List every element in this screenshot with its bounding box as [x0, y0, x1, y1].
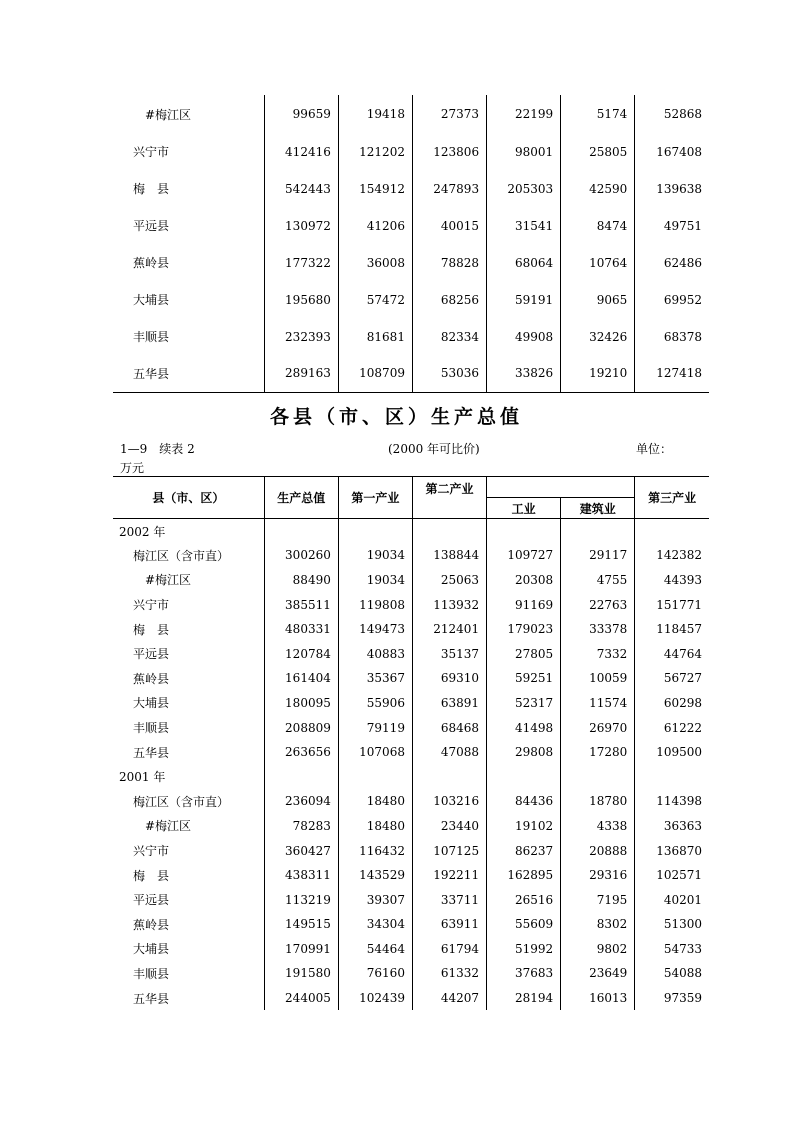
value-cell: 88490 — [264, 568, 338, 593]
value-cell: 4755 — [561, 568, 635, 593]
value-cell: 91169 — [487, 592, 561, 617]
county-name-cell: 大埔县 — [133, 696, 170, 711]
value-cell: 22199 — [487, 95, 561, 133]
value-cell: 99659 — [264, 95, 338, 133]
value-cell: 212401 — [412, 617, 486, 642]
value-cell: 78828 — [412, 244, 486, 281]
county-name-cell: 蕉岭县 — [133, 917, 170, 932]
value-cell: 63891 — [412, 691, 486, 716]
county-name-cell: 梅江区（含市直） — [133, 794, 230, 809]
value-cell: 32426 — [561, 318, 635, 355]
value-cell: 107125 — [412, 838, 486, 863]
value-cell: 47088 — [412, 740, 486, 765]
county-name-cell: 平远县 — [133, 219, 170, 233]
header-gdp: 生产总值 — [264, 477, 338, 519]
value-cell: 107068 — [338, 740, 412, 765]
value-cell: 49751 — [635, 207, 709, 244]
value-cell: 102439 — [338, 986, 412, 1011]
table-row — [113, 789, 709, 814]
table-row — [113, 133, 709, 170]
value-cell: 360427 — [264, 838, 338, 863]
value-cell: 19102 — [487, 814, 561, 839]
value-cell: 40201 — [635, 887, 709, 912]
value-cell: 79119 — [338, 715, 412, 740]
value-cell: 195680 — [264, 281, 338, 318]
header-secondary: 第二产业 — [412, 477, 486, 519]
value-cell: 54733 — [635, 937, 709, 962]
value-cell: 121202 — [338, 133, 412, 170]
table-row — [113, 543, 709, 568]
value-cell: 25063 — [412, 568, 486, 593]
empty-cell — [264, 764, 338, 789]
table-row — [113, 986, 709, 1011]
value-cell: 35137 — [412, 641, 486, 666]
county-name-cell: #梅江区 — [145, 573, 192, 588]
header-primary: 第一产业 — [338, 477, 412, 519]
value-cell: 49908 — [487, 318, 561, 355]
value-cell: 57472 — [338, 281, 412, 318]
value-cell: 109500 — [635, 740, 709, 765]
value-cell: 480331 — [264, 617, 338, 642]
value-cell: 300260 — [264, 543, 338, 568]
value-cell: 247893 — [412, 170, 486, 207]
value-cell: 23649 — [561, 961, 635, 986]
empty-cell — [487, 519, 561, 544]
value-cell: 192211 — [412, 863, 486, 888]
value-cell: 438311 — [264, 863, 338, 888]
value-cell: 53036 — [412, 355, 486, 392]
gdp-table — [113, 476, 709, 1010]
table-row — [113, 715, 709, 740]
value-cell: 180095 — [264, 691, 338, 716]
value-cell: 7195 — [561, 887, 635, 912]
table-row — [113, 691, 709, 716]
value-cell: 18480 — [338, 789, 412, 814]
value-cell: 25805 — [561, 133, 635, 170]
county-name-cell: 梅 县 — [133, 182, 170, 196]
county-name-cell: 兴宁市 — [133, 844, 170, 859]
value-cell: 208809 — [264, 715, 338, 740]
empty-cell — [338, 519, 412, 544]
value-cell: 120784 — [264, 641, 338, 666]
value-cell: 69952 — [635, 281, 709, 318]
year-row — [113, 764, 709, 789]
price-basis-note: (2000 年可比价) — [388, 442, 480, 456]
table-row — [113, 244, 709, 281]
value-cell: 41498 — [487, 715, 561, 740]
table-row — [113, 912, 709, 937]
county-name-cell: 五华县 — [133, 745, 170, 760]
value-cell: 113219 — [264, 887, 338, 912]
value-cell: 62486 — [635, 244, 709, 281]
value-cell: 4338 — [561, 814, 635, 839]
value-cell: 52868 — [635, 95, 709, 133]
value-cell: 61794 — [412, 937, 486, 962]
value-cell: 7332 — [561, 641, 635, 666]
value-cell: 41206 — [338, 207, 412, 244]
table-row — [113, 961, 709, 986]
table-row — [113, 666, 709, 691]
value-cell: 9802 — [561, 937, 635, 962]
table-row — [113, 617, 709, 642]
value-cell: 130972 — [264, 207, 338, 244]
empty-cell — [412, 519, 486, 544]
value-cell: 27373 — [412, 95, 486, 133]
value-cell: 542443 — [264, 170, 338, 207]
value-cell: 18480 — [338, 814, 412, 839]
value-cell: 34304 — [338, 912, 412, 937]
value-cell: 412416 — [264, 133, 338, 170]
value-cell: 5174 — [561, 95, 635, 133]
empty-cell — [487, 764, 561, 789]
value-cell: 29316 — [561, 863, 635, 888]
value-cell: 263656 — [264, 740, 338, 765]
value-cell: 39307 — [338, 887, 412, 912]
value-cell: 108709 — [338, 355, 412, 392]
value-cell: 114398 — [635, 789, 709, 814]
county-name-cell: 兴宁市 — [133, 145, 170, 159]
value-cell: 16013 — [561, 986, 635, 1011]
value-cell: 44764 — [635, 641, 709, 666]
value-cell: 17280 — [561, 740, 635, 765]
value-cell: 244005 — [264, 986, 338, 1011]
value-cell: 44393 — [635, 568, 709, 593]
value-cell: 97359 — [635, 986, 709, 1011]
county-name-cell: 梅江区（含市直） — [133, 548, 230, 563]
value-cell: 28194 — [487, 986, 561, 1011]
value-cell: 103216 — [412, 789, 486, 814]
top-data-table — [113, 95, 709, 393]
value-cell: 76160 — [338, 961, 412, 986]
value-cell: 29808 — [487, 740, 561, 765]
header-county: 县（市、区） — [113, 477, 264, 519]
table-row — [113, 170, 709, 207]
table-row — [113, 641, 709, 666]
table-row — [113, 95, 709, 133]
table-row — [113, 937, 709, 962]
value-cell: 9065 — [561, 281, 635, 318]
value-cell: 113932 — [412, 592, 486, 617]
table-number: 1—9 续表 2 — [120, 442, 195, 456]
value-cell: 143529 — [338, 863, 412, 888]
value-cell: 44207 — [412, 986, 486, 1011]
county-name-cell: 梅 县 — [133, 868, 170, 883]
value-cell: 42590 — [561, 170, 635, 207]
value-cell: 56727 — [635, 666, 709, 691]
value-cell: 10059 — [561, 666, 635, 691]
year-label: 2002 年 — [119, 524, 166, 539]
empty-cell — [561, 764, 635, 789]
value-cell: 11574 — [561, 691, 635, 716]
value-cell: 36008 — [338, 244, 412, 281]
value-cell: 36363 — [635, 814, 709, 839]
county-name-cell: #梅江区 — [145, 107, 192, 122]
value-cell: 51992 — [487, 937, 561, 962]
value-cell: 8474 — [561, 207, 635, 244]
table-row — [113, 887, 709, 912]
county-name-cell: #梅江区 — [145, 819, 192, 834]
value-cell: 289163 — [264, 355, 338, 392]
value-cell: 142382 — [635, 543, 709, 568]
empty-cell — [338, 764, 412, 789]
value-cell: 54088 — [635, 961, 709, 986]
value-cell: 82334 — [412, 318, 486, 355]
value-cell: 385511 — [264, 592, 338, 617]
value-cell: 19210 — [561, 355, 635, 392]
value-cell: 29117 — [561, 543, 635, 568]
value-cell: 51300 — [635, 912, 709, 937]
value-cell: 78283 — [264, 814, 338, 839]
value-cell: 31541 — [487, 207, 561, 244]
value-cell: 19418 — [338, 95, 412, 133]
value-cell: 35367 — [338, 666, 412, 691]
value-cell: 20888 — [561, 838, 635, 863]
county-name-cell: 平远县 — [133, 647, 170, 662]
county-name-cell: 梅 县 — [133, 622, 170, 637]
value-cell: 54464 — [338, 937, 412, 962]
value-cell: 162895 — [487, 863, 561, 888]
value-cell: 118457 — [635, 617, 709, 642]
value-cell: 40883 — [338, 641, 412, 666]
value-cell: 33711 — [412, 887, 486, 912]
value-cell: 61222 — [635, 715, 709, 740]
year-label: 2001 年 — [119, 770, 166, 785]
value-cell: 19034 — [338, 568, 412, 593]
county-name-cell: 五华县 — [133, 991, 170, 1006]
value-cell: 109727 — [487, 543, 561, 568]
value-cell: 139638 — [635, 170, 709, 207]
value-cell: 177322 — [264, 244, 338, 281]
value-cell: 232393 — [264, 318, 338, 355]
page-title: 各县（市、区）生产总值 — [269, 406, 523, 428]
value-cell: 18780 — [561, 789, 635, 814]
unit-label: 单位： — [636, 442, 673, 456]
value-cell: 205303 — [487, 170, 561, 207]
empty-cell — [264, 519, 338, 544]
county-name-cell: 丰顺县 — [133, 721, 170, 736]
header-industry: 工业 — [487, 498, 561, 519]
county-name-cell: 丰顺县 — [133, 966, 170, 981]
value-cell: 149473 — [338, 617, 412, 642]
empty-cell — [412, 764, 486, 789]
value-cell: 138844 — [412, 543, 486, 568]
value-cell: 167408 — [635, 133, 709, 170]
value-cell: 33378 — [561, 617, 635, 642]
value-cell: 60298 — [635, 691, 709, 716]
value-cell: 68256 — [412, 281, 486, 318]
table-row — [113, 838, 709, 863]
value-cell: 8302 — [561, 912, 635, 937]
empty-cell — [561, 519, 635, 544]
county-name-cell: 丰顺县 — [133, 330, 170, 344]
value-cell: 19034 — [338, 543, 412, 568]
value-cell: 68378 — [635, 318, 709, 355]
table-row — [113, 207, 709, 244]
value-cell: 98001 — [487, 133, 561, 170]
empty-cell — [635, 519, 709, 544]
value-cell: 170991 — [264, 937, 338, 962]
value-cell: 68468 — [412, 715, 486, 740]
value-cell: 116432 — [338, 838, 412, 863]
header-secondary-span — [487, 477, 635, 498]
value-cell: 136870 — [635, 838, 709, 863]
county-name-cell: 蕉岭县 — [133, 671, 170, 686]
value-cell: 86237 — [487, 838, 561, 863]
value-cell: 61332 — [412, 961, 486, 986]
table-row — [113, 355, 709, 392]
value-cell: 55609 — [487, 912, 561, 937]
county-name-cell: 五华县 — [133, 366, 170, 381]
table-row — [113, 318, 709, 355]
value-cell: 26516 — [487, 887, 561, 912]
value-cell: 81681 — [338, 318, 412, 355]
county-name-cell: 兴宁市 — [133, 598, 170, 613]
value-cell: 59251 — [487, 666, 561, 691]
table-row — [113, 568, 709, 593]
value-cell: 68064 — [487, 244, 561, 281]
value-cell: 84436 — [487, 789, 561, 814]
county-name-cell: 大埔县 — [133, 942, 170, 957]
value-cell: 37683 — [487, 961, 561, 986]
header-tertiary: 第三产业 — [635, 477, 709, 519]
value-cell: 27805 — [487, 641, 561, 666]
table-row — [113, 814, 709, 839]
empty-cell — [635, 764, 709, 789]
year-row — [113, 519, 709, 544]
value-cell: 191580 — [264, 961, 338, 986]
value-cell: 151771 — [635, 592, 709, 617]
value-cell: 236094 — [264, 789, 338, 814]
value-cell: 10764 — [561, 244, 635, 281]
value-cell: 23440 — [412, 814, 486, 839]
value-cell: 63911 — [412, 912, 486, 937]
value-cell: 179023 — [487, 617, 561, 642]
value-cell: 33826 — [487, 355, 561, 392]
value-cell: 102571 — [635, 863, 709, 888]
value-cell: 127418 — [635, 355, 709, 392]
value-cell: 149515 — [264, 912, 338, 937]
table-row — [113, 863, 709, 888]
value-cell: 154912 — [338, 170, 412, 207]
county-name-cell: 平远县 — [133, 893, 170, 908]
table-row — [113, 281, 709, 318]
value-cell: 52317 — [487, 691, 561, 716]
value-cell: 40015 — [412, 207, 486, 244]
value-cell: 59191 — [487, 281, 561, 318]
county-name-cell: 大埔县 — [133, 293, 170, 307]
value-cell: 20308 — [487, 568, 561, 593]
value-cell: 161404 — [264, 666, 338, 691]
table-row — [113, 592, 709, 617]
value-cell: 22763 — [561, 592, 635, 617]
table-row — [113, 740, 709, 765]
value-cell: 123806 — [412, 133, 486, 170]
header-construction: 建筑业 — [561, 498, 635, 519]
value-cell: 69310 — [412, 666, 486, 691]
value-cell: 55906 — [338, 691, 412, 716]
county-name-cell: 蕉岭县 — [133, 256, 170, 270]
value-cell: 119808 — [338, 592, 412, 617]
value-cell: 26970 — [561, 715, 635, 740]
unit-value: 万元 — [120, 461, 145, 475]
